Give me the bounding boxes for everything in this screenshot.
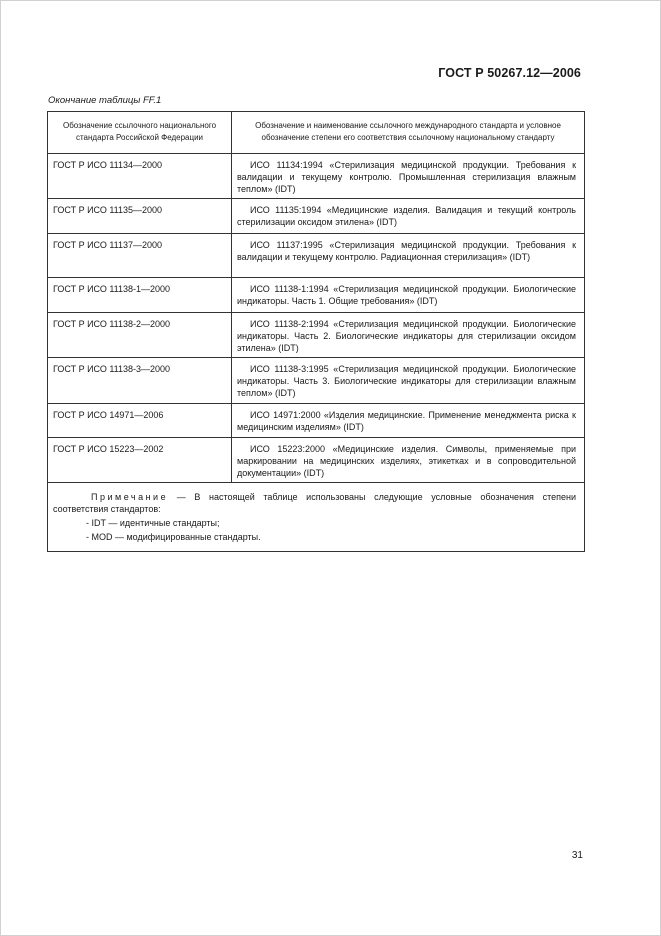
desc-text: ИСО 14971:2000 «Изделия медицинские. Применение менеджмента риска к медицинским изделиям» (IDT)	[237, 410, 576, 432]
note-text: — В настоящей таблице использованы следующие условные обозначения степени соответствия стандартов:	[53, 492, 576, 514]
international-standard-cell	[232, 438, 585, 483]
note-item: - IDT — идентичные стандарты;	[86, 518, 220, 528]
col2-header: Обозначение и наименование ссылочного международного стандарта и условное обозначение степени его соответствия ссылочному национальному стандарту	[232, 112, 585, 154]
international-standard-cell	[232, 404, 585, 438]
note-item: - MOD — модифицированные стандарты.	[86, 532, 261, 542]
table-caption: Окончание таблицы FF.1	[48, 95, 162, 106]
international-standard-cell	[232, 278, 585, 313]
desc-text: ИСО 11135:1994 «Медицинские изделия. Валидация и текущий контроль стерилизации оксидом этилена» (IDT)	[237, 205, 576, 227]
national-standard-cell: ГОСТ Р ИСО 11134—2000	[48, 154, 232, 199]
national-standard-cell: ГОСТ Р ИСО 11138-1—2000	[48, 278, 232, 313]
desc-text: ИСО 11138-3:1995 «Стерилизация медицинской продукции. Биологические индикаторы. Часть 3. Биологические индикаторы для стерилизации влажным теплом» (IDT)	[237, 364, 576, 398]
international-standard-cell	[232, 313, 585, 358]
desc-text: ИСО 11137:1995 «Стерилизация медицинской продукции. Требования к валидации и текущему контролю. Радиационная стерилизация» (IDT)	[237, 240, 576, 262]
desc-text: ИСО 11138-1:1994 «Стерилизация медицинской продукции. Биологические индикаторы. Часть 1. Общие требования» (IDT)	[237, 284, 576, 306]
table-row	[48, 438, 585, 483]
desc-text: ИСО 11138-2:1994 «Стерилизация медицинской продукции. Биологические индикаторы. Часть 2. Биологические индикаторы для стерилизации оксидом этилена» (IDT)	[237, 319, 576, 353]
table-row	[48, 154, 585, 199]
international-standard-cell	[232, 358, 585, 404]
table-row	[48, 199, 585, 234]
table-row	[48, 358, 585, 404]
desc-text: ИСО 11134:1994 «Стерилизация медицинской продукции. Требования к валидации и текущему контролю. Промышленная стерилизация влажным теплом» (IDT)	[237, 160, 576, 194]
reference-table	[47, 111, 585, 552]
national-standard-cell: ГОСТ Р ИСО 11137—2000	[48, 234, 232, 278]
table-row	[48, 234, 585, 278]
col1-header: Обозначение ссылочного национального стандарта Российской Федерации	[48, 112, 232, 154]
national-standard-cell: ГОСТ Р ИСО 14971—2006	[48, 404, 232, 438]
note-intro	[53, 491, 576, 515]
table-header-row	[48, 112, 585, 154]
table-row	[48, 313, 585, 358]
national-standard-cell: ГОСТ Р ИСО 11138-3—2000	[48, 358, 232, 404]
national-standard-cell: ГОСТ Р ИСО 15223—2002	[48, 438, 232, 483]
table-row	[48, 404, 585, 438]
table-note-row	[48, 483, 585, 552]
international-standard-cell	[232, 199, 585, 234]
desc-text: ИСО 15223:2000 «Медицинские изделия. Символы, применяемые при маркировании на медицинских изделиях, этикетках и в сопроводительной документации» (IDT)	[237, 444, 576, 478]
table-row	[48, 278, 585, 313]
international-standard-cell	[232, 154, 585, 199]
standard-header: ГОСТ Р 50267.12—2006	[438, 66, 581, 80]
national-standard-cell: ГОСТ Р ИСО 11138-2—2000	[48, 313, 232, 358]
note-label: Примечание	[91, 492, 169, 502]
table-note	[48, 483, 585, 552]
international-standard-cell	[232, 234, 585, 278]
page-number: 31	[571, 850, 583, 861]
national-standard-cell: ГОСТ Р ИСО 11135—2000	[48, 199, 232, 234]
